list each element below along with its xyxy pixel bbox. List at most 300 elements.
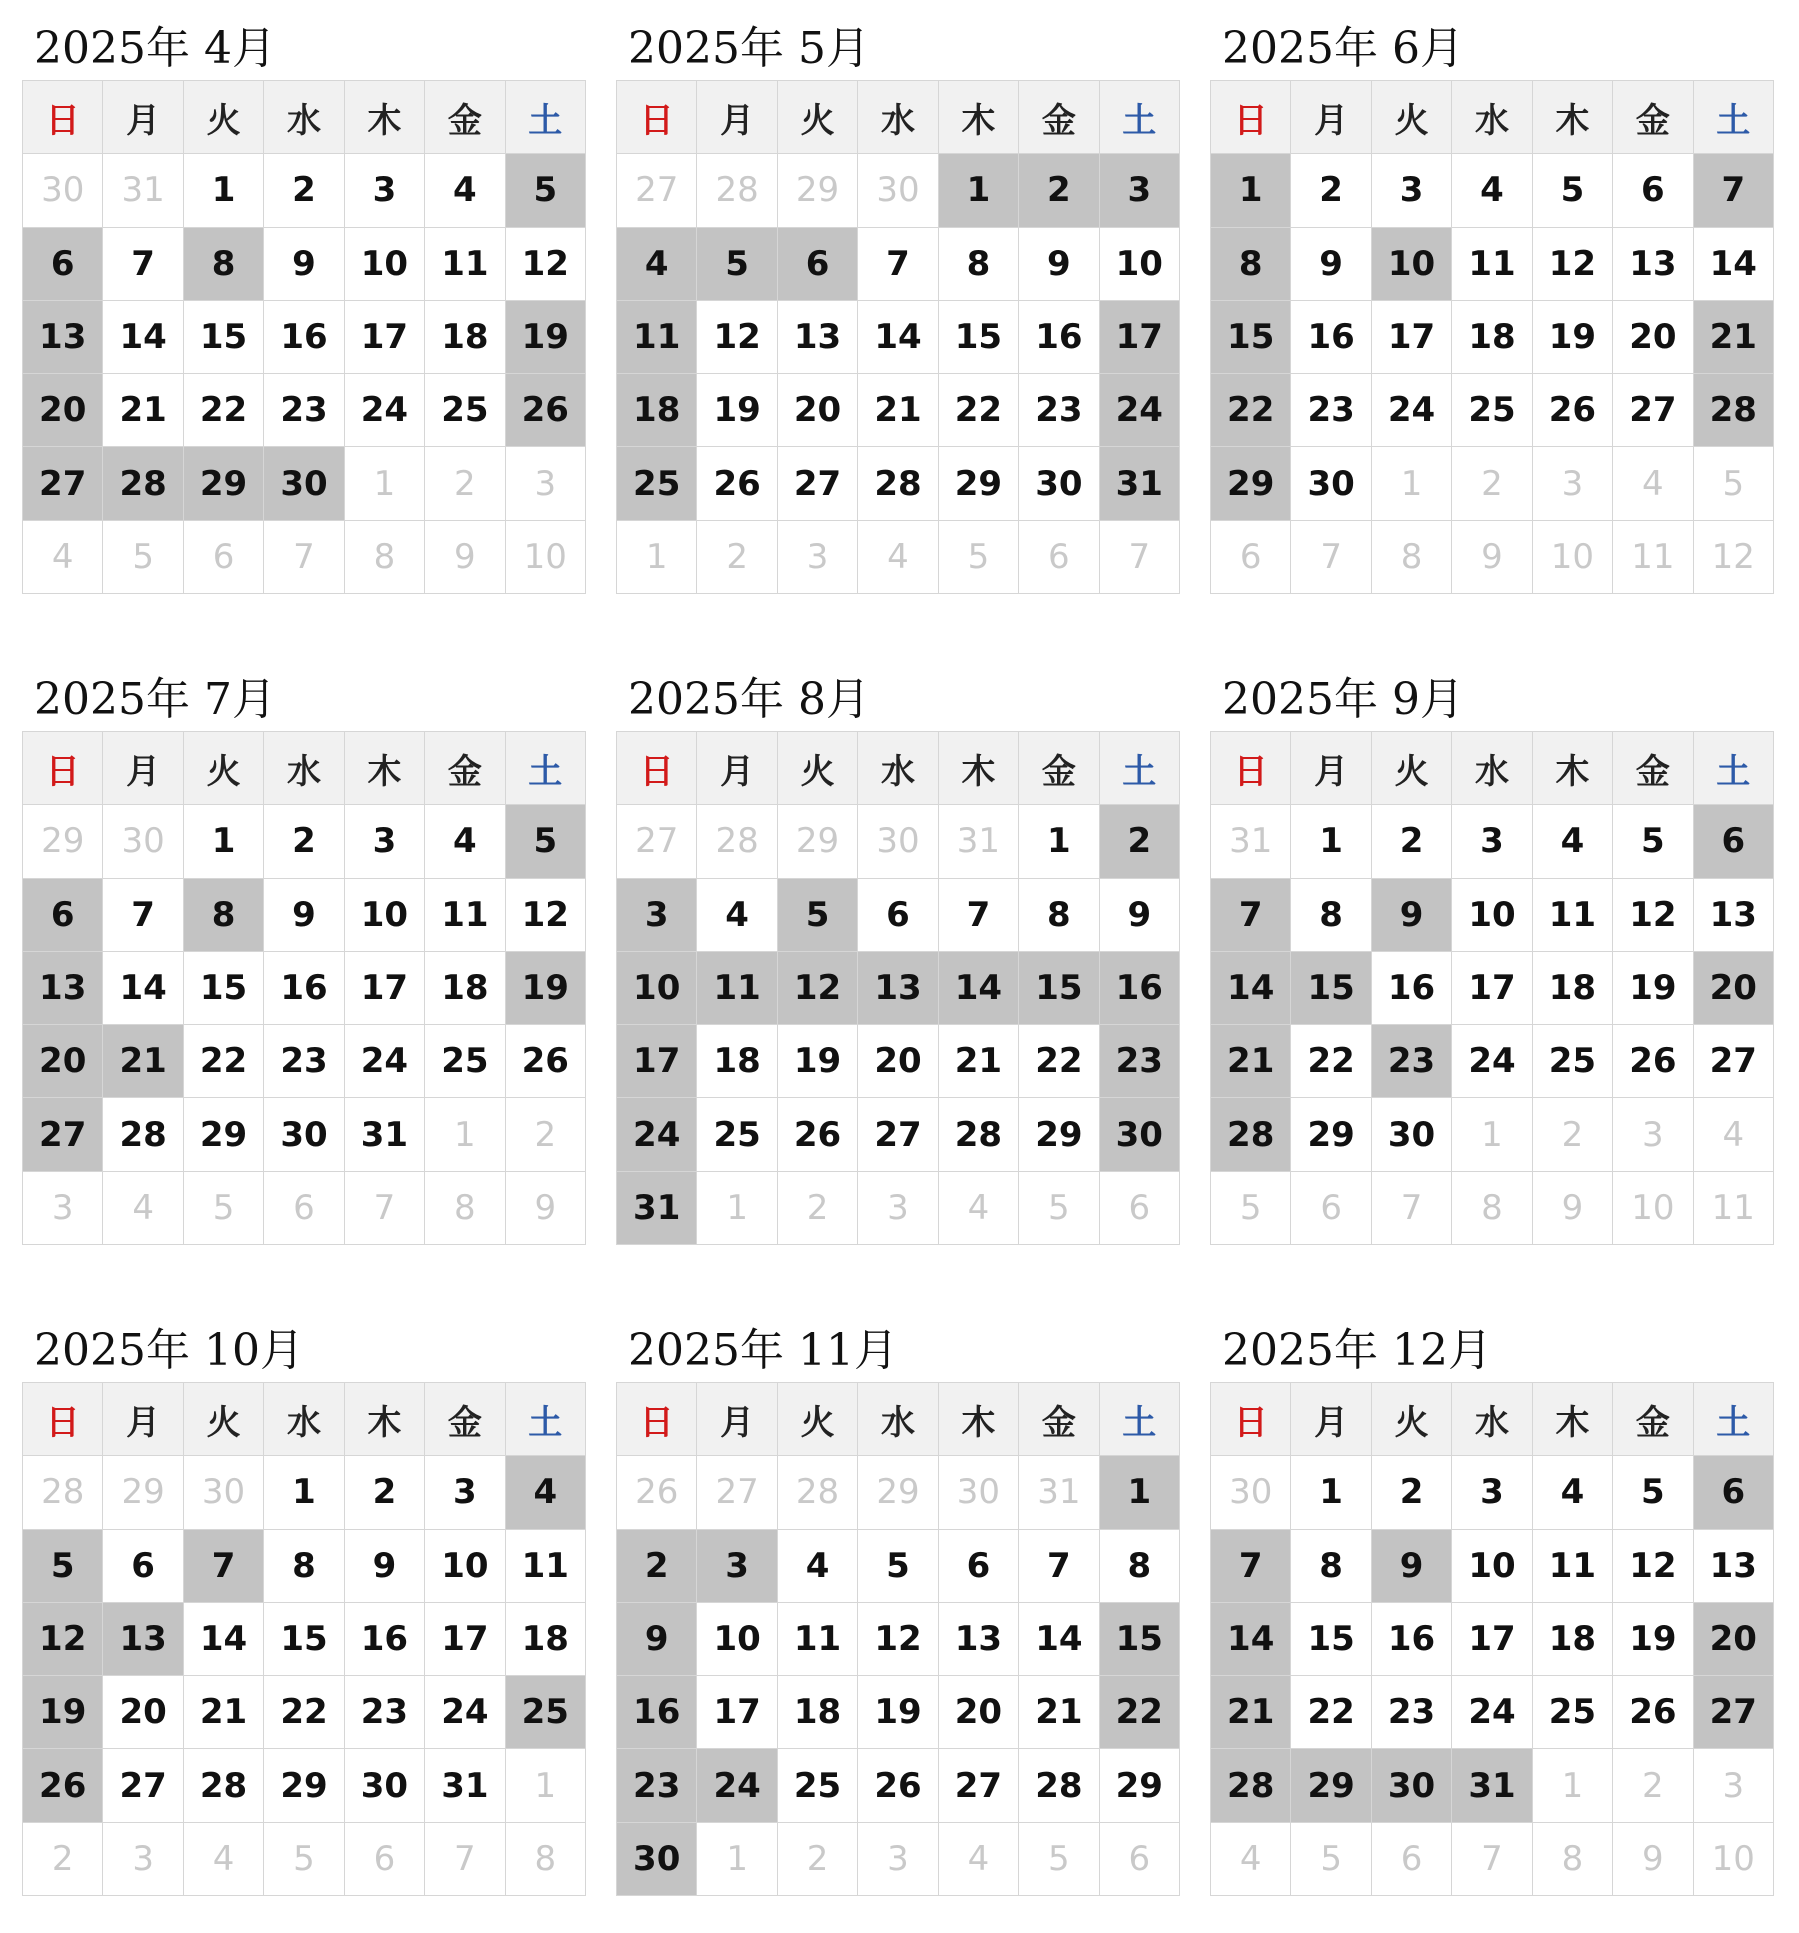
month-grid [22,731,586,1245]
holiday-day-cell: 7 [1694,154,1774,227]
day-cell: 19 [1533,301,1613,374]
month-grid [22,80,586,594]
day-cell: 30 [1291,447,1371,520]
weekday-header-sat: 土 [1100,1383,1180,1456]
day-cell: 2 [1372,1456,1452,1529]
weekday-header-thu: 木 [1533,81,1613,154]
day-cell: 23 [1291,374,1371,447]
adjacent-month-day-cell: 7 [425,1823,505,1896]
day-cell: 8 [1291,1530,1371,1603]
day-cell: 25 [1533,1025,1613,1098]
day-cell: 2 [1372,805,1452,878]
adjacent-month-day-cell: 31 [939,805,1019,878]
holiday-day-cell: 8 [1211,228,1291,301]
day-cell: 21 [184,1676,264,1749]
year-label: 2025年 [1222,1325,1378,1376]
adjacent-month-day-cell: 2 [506,1098,586,1171]
day-cell: 4 [1533,805,1613,878]
day-cell: 3 [345,805,425,878]
adjacent-month-day-cell: 3 [103,1823,183,1896]
day-cell: 18 [697,1025,777,1098]
adjacent-month-day-cell: 10 [1694,1823,1774,1896]
day-cell: 20 [103,1676,183,1749]
day-cell: 17 [1452,1603,1532,1676]
day-cell: 6 [858,879,938,952]
day-cell: 22 [184,374,264,447]
weekday-header-tue: 火 [1372,1383,1452,1456]
adjacent-month-day-cell: 30 [184,1456,264,1529]
holiday-day-cell: 19 [506,952,586,1025]
day-cell: 9 [345,1530,425,1603]
holiday-day-cell: 27 [1694,1676,1774,1749]
day-cell: 4 [1452,154,1532,227]
weekday-header-sun: 日 [1211,1383,1291,1456]
holiday-day-cell: 31 [617,1172,697,1245]
adjacent-month-day-cell: 2 [778,1823,858,1896]
day-cell: 10 [345,879,425,952]
day-cell: 28 [103,1098,183,1171]
adjacent-month-day-cell: 29 [23,805,103,878]
day-cell: 28 [858,447,938,520]
day-cell: 10 [345,228,425,301]
adjacent-month-day-cell: 9 [506,1172,586,1245]
weekday-header-sat: 土 [1694,732,1774,805]
day-cell: 6 [1613,154,1693,227]
month-title [628,1314,898,1374]
day-cell: 29 [264,1749,344,1822]
adjacent-month-day-cell: 2 [1613,1749,1693,1822]
day-cell: 19 [858,1676,938,1749]
month-title [1222,663,1464,723]
adjacent-month-day-cell: 31 [1019,1456,1099,1529]
day-cell: 29 [1019,1098,1099,1171]
day-cell: 20 [858,1025,938,1098]
adjacent-month-day-cell: 1 [506,1749,586,1822]
holiday-day-cell: 20 [23,374,103,447]
day-cell: 14 [858,301,938,374]
holiday-day-cell: 9 [617,1603,697,1676]
holiday-day-cell: 23 [1100,1025,1180,1098]
year-label: 2025年 [628,674,784,725]
day-cell: 23 [345,1676,425,1749]
day-cell: 18 [1452,301,1532,374]
holiday-day-cell: 28 [1211,1749,1291,1822]
month-grid [616,80,1180,594]
holiday-day-cell: 12 [778,952,858,1025]
adjacent-month-day-cell: 5 [264,1823,344,1896]
day-cell: 1 [264,1456,344,1529]
day-cell: 13 [939,1603,1019,1676]
day-cell: 27 [939,1749,1019,1822]
holiday-day-cell: 15 [1211,301,1291,374]
day-cell: 16 [264,301,344,374]
day-cell: 5 [1613,805,1693,878]
day-cell: 29 [1100,1749,1180,1822]
holiday-day-cell: 7 [1211,1530,1291,1603]
day-cell: 27 [103,1749,183,1822]
adjacent-month-day-cell: 9 [1533,1172,1613,1245]
day-cell: 11 [425,228,505,301]
holiday-day-cell: 2 [1019,154,1099,227]
weekday-header-fri: 金 [1019,1383,1099,1456]
holiday-day-cell: 6 [778,228,858,301]
day-cell: 20 [1613,301,1693,374]
adjacent-month-day-cell: 11 [1694,1172,1774,1245]
adjacent-month-day-cell: 30 [939,1456,1019,1529]
adjacent-month-day-cell: 26 [617,1456,697,1529]
day-cell: 26 [858,1749,938,1822]
holiday-day-cell: 23 [617,1749,697,1822]
adjacent-month-day-cell: 4 [858,521,938,594]
holiday-day-cell: 13 [858,952,938,1025]
weekday-header-mon: 月 [103,1383,183,1456]
adjacent-month-day-cell: 28 [697,805,777,878]
weekday-header-thu: 木 [1533,1383,1613,1456]
weekday-header-mon: 月 [103,732,183,805]
adjacent-month-day-cell: 8 [345,521,425,594]
day-cell: 29 [939,447,1019,520]
day-cell: 17 [1372,301,1452,374]
day-cell: 3 [1452,1456,1532,1529]
day-cell: 7 [858,228,938,301]
day-cell: 18 [1533,1603,1613,1676]
day-cell: 3 [345,154,425,227]
adjacent-month-day-cell: 6 [264,1172,344,1245]
holiday-day-cell: 8 [184,228,264,301]
month-label: 7月 [203,674,276,725]
holiday-day-cell: 11 [617,301,697,374]
adjacent-month-day-cell: 30 [858,805,938,878]
day-cell: 10 [1452,879,1532,952]
month-label: 9月 [1391,674,1464,725]
day-cell: 20 [939,1676,1019,1749]
day-cell: 23 [1372,1676,1452,1749]
holiday-day-cell: 25 [617,447,697,520]
adjacent-month-day-cell: 3 [1613,1098,1693,1171]
adjacent-month-day-cell: 2 [778,1172,858,1245]
adjacent-month-day-cell: 6 [1291,1172,1371,1245]
day-cell: 4 [425,154,505,227]
weekday-header-wed: 水 [858,81,938,154]
day-cell: 21 [858,374,938,447]
year-label: 2025年 [628,23,784,74]
weekday-header-tue: 火 [778,1383,858,1456]
adjacent-month-day-cell: 4 [1211,1823,1291,1896]
day-cell: 4 [697,879,777,952]
day-cell: 3 [1372,154,1452,227]
adjacent-month-day-cell: 5 [1019,1172,1099,1245]
weekday-header-sun: 日 [23,81,103,154]
day-cell: 19 [1613,1603,1693,1676]
day-cell: 5 [858,1530,938,1603]
adjacent-month-day-cell: 5 [939,521,1019,594]
holiday-day-cell: 29 [184,447,264,520]
weekday-header-wed: 水 [264,1383,344,1456]
weekday-header-tue: 火 [778,81,858,154]
holiday-day-cell: 27 [23,447,103,520]
weekday-header-sun: 日 [1211,732,1291,805]
month-grid [1210,731,1774,1245]
adjacent-month-day-cell: 4 [103,1172,183,1245]
day-cell: 9 [1019,228,1099,301]
weekday-header-sat: 土 [1694,81,1774,154]
weekday-header-fri: 金 [1613,732,1693,805]
day-cell: 3 [425,1456,505,1529]
day-cell: 8 [1291,879,1371,952]
weekday-header-fri: 金 [1613,81,1693,154]
adjacent-month-day-cell: 4 [1613,447,1693,520]
adjacent-month-day-cell: 3 [858,1172,938,1245]
adjacent-month-day-cell: 6 [1019,521,1099,594]
holiday-day-cell: 30 [1372,1749,1452,1822]
weekday-header-sat: 土 [506,732,586,805]
day-cell: 16 [1372,1603,1452,1676]
day-cell: 13 [1613,228,1693,301]
holiday-day-cell: 22 [1211,374,1291,447]
day-cell: 30 [264,1098,344,1171]
day-cell: 28 [184,1749,264,1822]
holiday-day-cell: 6 [1694,1456,1774,1529]
adjacent-month-day-cell: 8 [506,1823,586,1896]
holiday-day-cell: 8 [184,879,264,952]
weekday-header-mon: 月 [1291,81,1371,154]
day-cell: 17 [697,1676,777,1749]
weekday-header-fri: 金 [425,732,505,805]
month-title [34,1314,304,1374]
weekday-header-thu: 木 [939,1383,1019,1456]
day-cell: 21 [103,374,183,447]
day-cell: 30 [1372,1098,1452,1171]
day-cell: 23 [264,374,344,447]
day-cell: 15 [184,952,264,1025]
day-cell: 9 [1291,228,1371,301]
day-cell: 18 [425,301,505,374]
weekday-header-sun: 日 [617,732,697,805]
holiday-day-cell: 5 [697,228,777,301]
holiday-day-cell: 19 [23,1676,103,1749]
day-cell: 15 [939,301,1019,374]
weekday-header-fri: 金 [425,1383,505,1456]
adjacent-month-day-cell: 6 [1372,1823,1452,1896]
weekday-header-sat: 土 [1100,732,1180,805]
year-label: 2025年 [628,1325,784,1376]
day-cell: 24 [425,1676,505,1749]
adjacent-month-day-cell: 4 [939,1823,1019,1896]
adjacent-month-day-cell: 1 [697,1823,777,1896]
adjacent-month-day-cell: 2 [697,521,777,594]
holiday-day-cell: 21 [1694,301,1774,374]
adjacent-month-day-cell: 9 [425,521,505,594]
month-title [1222,1314,1492,1374]
day-cell: 24 [345,374,425,447]
holiday-day-cell: 1 [1211,154,1291,227]
day-cell: 24 [345,1025,425,1098]
day-cell: 23 [1019,374,1099,447]
day-cell: 15 [264,1603,344,1676]
day-cell: 2 [345,1456,425,1529]
holiday-day-cell: 7 [1211,879,1291,952]
weekday-header-mon: 月 [697,732,777,805]
holiday-day-cell: 27 [23,1098,103,1171]
day-cell: 12 [858,1603,938,1676]
day-cell: 26 [1613,1025,1693,1098]
day-cell: 18 [425,952,505,1025]
holiday-day-cell: 1 [1100,1456,1180,1529]
day-cell: 5 [1533,154,1613,227]
month-grid [1210,80,1774,594]
day-cell: 12 [1613,1530,1693,1603]
holiday-day-cell: 18 [617,374,697,447]
month-grid [1210,1382,1774,1896]
holiday-day-cell: 29 [1211,447,1291,520]
day-cell: 23 [264,1025,344,1098]
day-cell: 28 [939,1098,1019,1171]
day-cell: 25 [425,374,505,447]
day-cell: 14 [1019,1603,1099,1676]
day-cell: 11 [1533,1530,1613,1603]
month-title [628,12,870,72]
day-cell: 9 [264,879,344,952]
day-cell: 12 [1613,879,1693,952]
day-cell: 28 [1019,1749,1099,1822]
day-cell: 14 [103,952,183,1025]
month-label: 10月 [203,1325,304,1376]
month-label: 4月 [203,23,276,74]
day-cell: 18 [1533,952,1613,1025]
holiday-day-cell: 12 [23,1603,103,1676]
adjacent-month-day-cell: 2 [23,1823,103,1896]
holiday-day-cell: 29 [1291,1749,1371,1822]
weekday-header-sun: 日 [23,732,103,805]
holiday-day-cell: 26 [506,374,586,447]
day-cell: 14 [184,1603,264,1676]
day-cell: 24 [1452,1676,1532,1749]
weekday-header-mon: 月 [103,81,183,154]
weekday-header-mon: 月 [697,81,777,154]
day-cell: 1 [184,805,264,878]
day-cell: 19 [1613,952,1693,1025]
weekday-header-tue: 火 [184,732,264,805]
day-cell: 27 [1694,1025,1774,1098]
holiday-day-cell: 24 [697,1749,777,1822]
adjacent-month-day-cell: 8 [1452,1172,1532,1245]
adjacent-month-day-cell: 7 [345,1172,425,1245]
day-cell: 4 [425,805,505,878]
holiday-day-cell: 17 [1100,301,1180,374]
weekday-header-wed: 水 [1452,732,1532,805]
day-cell: 8 [264,1530,344,1603]
holiday-day-cell: 22 [1100,1676,1180,1749]
month-title [34,12,276,72]
weekday-header-wed: 水 [1452,1383,1532,1456]
adjacent-month-day-cell: 31 [103,154,183,227]
holiday-day-cell: 15 [1019,952,1099,1025]
holiday-day-cell: 21 [1211,1025,1291,1098]
weekday-header-fri: 金 [425,81,505,154]
weekday-header-tue: 火 [184,1383,264,1456]
day-cell: 16 [345,1603,425,1676]
adjacent-month-day-cell: 7 [1372,1172,1452,1245]
adjacent-month-day-cell: 6 [1100,1172,1180,1245]
adjacent-month-day-cell: 1 [1533,1749,1613,1822]
year-label: 2025年 [1222,674,1378,725]
weekday-header-sat: 土 [1100,81,1180,154]
month-label: 6月 [1391,23,1464,74]
month-title [1222,12,1464,72]
holiday-day-cell: 6 [23,228,103,301]
adjacent-month-day-cell: 1 [697,1172,777,1245]
adjacent-month-day-cell: 29 [778,805,858,878]
day-cell: 7 [1019,1530,1099,1603]
month-grid [22,1382,586,1896]
weekday-header-thu: 木 [345,81,425,154]
day-cell: 11 [1533,879,1613,952]
adjacent-month-day-cell: 4 [939,1172,1019,1245]
day-cell: 10 [1100,228,1180,301]
day-cell: 27 [858,1098,938,1171]
adjacent-month-day-cell: 5 [1019,1823,1099,1896]
day-cell: 3 [1452,805,1532,878]
adjacent-month-day-cell: 1 [345,447,425,520]
day-cell: 26 [1533,374,1613,447]
day-cell: 9 [1100,879,1180,952]
day-cell: 22 [939,374,1019,447]
adjacent-month-day-cell: 6 [1211,521,1291,594]
day-cell: 6 [103,1530,183,1603]
weekday-header-mon: 月 [1291,732,1371,805]
holiday-day-cell: 24 [1100,374,1180,447]
day-cell: 17 [1452,952,1532,1025]
day-cell: 21 [1019,1676,1099,1749]
adjacent-month-day-cell: 5 [1291,1823,1371,1896]
day-cell: 20 [778,374,858,447]
day-cell: 25 [1452,374,1532,447]
day-cell: 25 [778,1749,858,1822]
adjacent-month-day-cell: 28 [778,1456,858,1529]
holiday-day-cell: 14 [1211,952,1291,1025]
adjacent-month-day-cell: 5 [184,1172,264,1245]
weekday-header-sun: 日 [617,1383,697,1456]
adjacent-month-day-cell: 7 [264,521,344,594]
weekday-header-wed: 水 [858,732,938,805]
year-label: 2025年 [34,23,190,74]
weekday-header-thu: 木 [939,732,1019,805]
day-cell: 6 [939,1530,1019,1603]
day-cell: 8 [1019,879,1099,952]
day-cell: 19 [778,1025,858,1098]
holiday-day-cell: 14 [939,952,1019,1025]
day-cell: 22 [264,1676,344,1749]
day-cell: 22 [1291,1676,1371,1749]
day-cell: 25 [697,1098,777,1171]
holiday-day-cell: 31 [1100,447,1180,520]
adjacent-month-day-cell: 8 [1533,1823,1613,1896]
adjacent-month-day-cell: 6 [184,521,264,594]
adjacent-month-day-cell: 4 [184,1823,264,1896]
day-cell: 7 [939,879,1019,952]
month-title [34,663,276,723]
month-label: 8月 [797,674,870,725]
adjacent-month-day-cell: 1 [617,521,697,594]
weekday-header-tue: 火 [184,81,264,154]
holiday-day-cell: 7 [184,1530,264,1603]
adjacent-month-day-cell: 28 [23,1456,103,1529]
adjacent-month-day-cell: 8 [1372,521,1452,594]
weekday-header-sat: 土 [506,1383,586,1456]
year-label: 2025年 [1222,23,1378,74]
weekday-header-wed: 水 [264,81,344,154]
holiday-day-cell: 15 [1291,952,1371,1025]
